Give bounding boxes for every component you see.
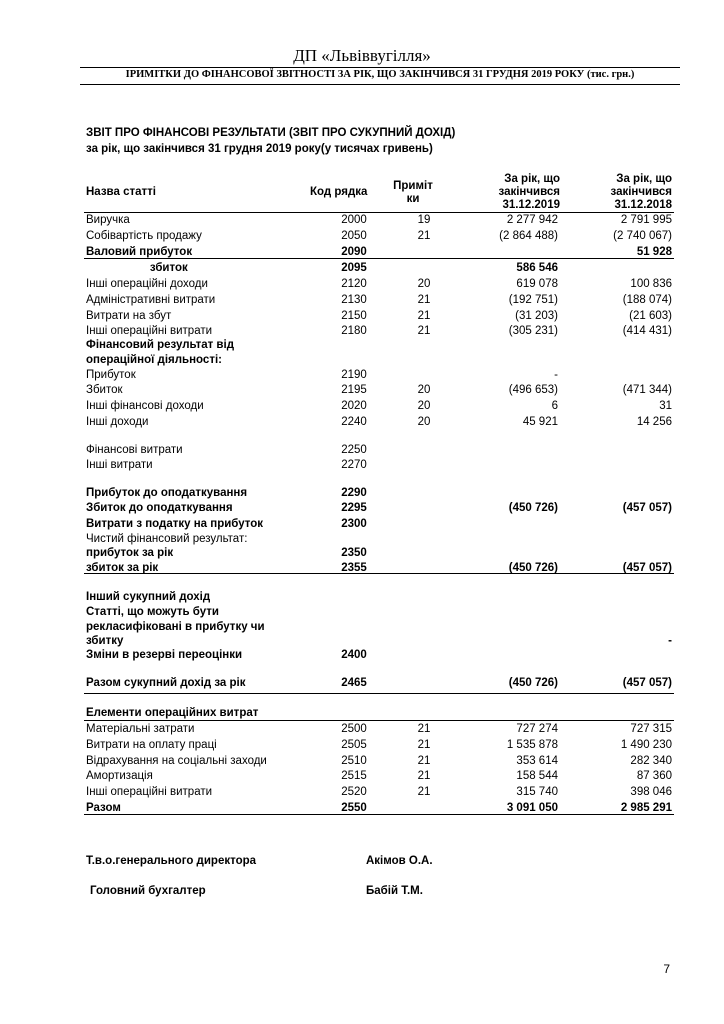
row-note: 21	[417, 723, 431, 735]
table-row	[86, 293, 672, 308]
row-code: 2505	[341, 739, 367, 751]
row-value-2019: 1 535 878	[506, 739, 558, 751]
row-value-2018: 14 256	[636, 416, 672, 428]
table-row	[86, 261, 672, 276]
row-name: прибуток за рік	[86, 547, 174, 559]
row-value-2018: (414 431)	[622, 325, 672, 337]
row-value-2018: 2 985 291	[620, 802, 672, 814]
row-name: Інші операційні витрати	[86, 325, 213, 337]
col-header-2019	[470, 173, 560, 212]
table-row	[86, 399, 672, 414]
col-header-code: Код рядка	[310, 186, 368, 198]
row-note: 21	[417, 739, 431, 751]
row-name: Інші операційні витрати	[86, 786, 213, 798]
row-code: 2020	[341, 400, 367, 412]
table-row	[86, 620, 672, 635]
row-note: 21	[417, 230, 431, 242]
table-row	[86, 324, 672, 339]
director-name: Акімов О.А.	[366, 855, 433, 867]
row-name: Амортизація	[86, 770, 153, 782]
notes-subtitle: ІРИМІТКИ ДО ФІНАНСОВОЇ ЗВІТНОСТІ ЗА РІК, ЩО ЗАКІНЧИВСЯ 31 ГРУДНЯ 2019 РОКУ (тис. грн.)	[125, 69, 635, 80]
table-row	[86, 722, 672, 737]
row-note: 19	[417, 214, 431, 226]
row-value-2019: 619 078	[516, 278, 558, 290]
table-row	[86, 338, 672, 353]
row-value-2019: 315 740	[516, 786, 558, 798]
rule-elements-bottom	[84, 814, 674, 815]
accountant-title: Головний бухгалтер	[90, 885, 206, 897]
row-name: Витрати з податку на прибуток	[86, 518, 264, 530]
row-name: Фінансові витрати	[86, 444, 183, 456]
row-code: 2350	[341, 547, 367, 559]
row-code: 2090	[341, 246, 367, 258]
col-header-2019-line3: 31.12.2019	[502, 199, 560, 211]
row-name: збитку	[86, 635, 124, 647]
row-code: 2520	[341, 786, 367, 798]
row-name: Чистий фінансовий результат:	[86, 533, 248, 545]
row-code: 2290	[341, 487, 367, 499]
row-code: 2465	[341, 677, 367, 689]
row-code: 2515	[341, 770, 367, 782]
row-note: 21	[417, 786, 431, 798]
table-row	[86, 769, 672, 784]
header-rule-bottom	[80, 84, 680, 85]
table-row	[86, 458, 672, 473]
row-note: 20	[417, 278, 431, 290]
company-name: ДП «Львіввугілля»	[293, 46, 431, 65]
row-code: 2150	[341, 310, 367, 322]
row-name: Разом сукупний дохід за рік	[86, 677, 246, 689]
row-code: 2195	[341, 384, 367, 396]
row-name: Інші доходи	[86, 416, 149, 428]
col-header-2018	[582, 173, 672, 212]
rule-gross-top	[84, 258, 674, 259]
row-value-2019: 3 091 050	[506, 802, 558, 814]
row-name: Статті, що можуть бути	[86, 606, 219, 618]
director-title: Т.в.о.генерального директора	[86, 855, 257, 867]
row-name: Інший сукупний дохід	[86, 591, 211, 603]
row-value-2018: -	[668, 635, 672, 647]
row-name: операційної діяльності:	[86, 354, 222, 366]
table-row	[86, 213, 672, 228]
table-row	[86, 605, 672, 620]
row-value-2019: (450 726)	[508, 562, 558, 574]
row-note: 21	[417, 755, 431, 767]
row-value-2018: 2 791 995	[620, 214, 672, 226]
table-row	[86, 738, 672, 753]
header-rule-top	[80, 67, 680, 68]
row-code: 2355	[341, 562, 367, 574]
row-value-2018: 87 360	[636, 770, 672, 782]
row-code: 2000	[341, 214, 367, 226]
accountant-name: Бабій Т.М.	[366, 885, 423, 897]
table-row	[86, 443, 672, 458]
row-note: 21	[417, 325, 431, 337]
row-code: 2510	[341, 755, 367, 767]
table-row	[86, 634, 672, 649]
row-value-2019: 586 546	[516, 262, 558, 274]
row-value-2018: (457 057)	[622, 502, 672, 514]
row-code: 2120	[341, 278, 367, 290]
row-code: 2300	[341, 518, 367, 530]
row-name: Прибуток	[86, 369, 136, 381]
row-value-2019: (2 864 488)	[499, 230, 558, 242]
row-value-2018: 100 836	[630, 278, 672, 290]
row-name: Матеріальні затрати	[86, 723, 195, 735]
row-value-2019: 353 614	[516, 755, 558, 767]
table-row	[86, 229, 672, 244]
row-value-2019: (496 653)	[508, 384, 558, 396]
row-value-2018: 51 928	[636, 246, 672, 258]
row-value-2018: (2 740 067)	[613, 230, 672, 242]
row-value-2018: (21 603)	[629, 310, 672, 322]
row-value-2019: (450 726)	[508, 502, 558, 514]
row-name: Виручка	[86, 214, 130, 226]
row-name: Інші витрати	[86, 459, 153, 471]
row-name: Разом	[86, 802, 121, 814]
page-number: 7	[663, 962, 670, 976]
report-subtitle: за рік, що закінчився 31 грудня 2019 року(у тисячах гривень)	[86, 143, 433, 155]
rule-elements-top	[84, 720, 674, 721]
row-note: 20	[417, 384, 431, 396]
row-value-2018: (457 057)	[622, 562, 672, 574]
row-code: 2550	[341, 802, 367, 814]
row-value-2019: 2 277 942	[506, 214, 558, 226]
row-code: 2180	[341, 325, 367, 337]
row-code: 2190	[341, 369, 367, 381]
row-code: 2240	[341, 416, 367, 428]
col-header-note-line2: ки	[406, 193, 420, 205]
row-value-2018: (188 074)	[622, 294, 672, 306]
table-row	[86, 532, 672, 547]
row-value-2019: (31 203)	[515, 310, 558, 322]
table-row	[86, 353, 672, 368]
row-name: Витрати на збут	[86, 310, 172, 322]
rule-net-bottom	[84, 573, 674, 574]
table-row	[86, 754, 672, 769]
col-header-2018-line3: 31.12.2018	[614, 199, 672, 211]
table-row	[86, 546, 672, 561]
table-row	[86, 383, 672, 398]
table-row	[86, 277, 672, 292]
col-header-2019-line1: За рік, що	[504, 173, 560, 185]
row-value-2019: (305 231)	[508, 325, 558, 337]
row-name: Інші операційні доходи	[86, 278, 208, 290]
row-value-2018: (457 057)	[622, 677, 672, 689]
table-row	[86, 706, 672, 721]
row-name: Собівартість продажу	[86, 230, 202, 242]
table-row	[86, 309, 672, 324]
row-note: 20	[417, 400, 431, 412]
col-header-2018-line1: За рік, що	[616, 173, 672, 185]
col-header-2019-line2: закінчився	[498, 186, 560, 198]
row-note: 21	[417, 310, 431, 322]
row-value-2019: 158 544	[516, 770, 558, 782]
table-row	[86, 785, 672, 800]
row-name: Збиток	[86, 384, 123, 396]
row-note: 21	[417, 294, 431, 306]
row-value-2019: (450 726)	[508, 677, 558, 689]
row-name: Витрати на оплату праці	[86, 739, 217, 751]
row-code: 2295	[341, 502, 367, 514]
table-row	[86, 676, 672, 691]
row-code: 2270	[341, 459, 367, 471]
row-value-2018: 282 340	[630, 755, 672, 767]
row-value-2019: 6	[551, 400, 558, 412]
row-name: Валовий прибуток	[86, 246, 193, 258]
row-name: Відрахування на соціальні заходи	[86, 755, 267, 767]
row-value-2018: 31	[659, 400, 672, 412]
row-value-2018: 398 046	[630, 786, 672, 798]
table-row	[86, 486, 672, 501]
row-value-2019: 727 274	[516, 723, 558, 735]
row-value-2018: 1 490 230	[620, 739, 672, 751]
row-note: 21	[417, 770, 431, 782]
table-row	[86, 648, 672, 663]
row-code: 2500	[341, 723, 367, 735]
rule-total-income-bottom	[84, 693, 674, 694]
col-header-note-line1: Приміт	[393, 180, 433, 192]
row-name: рекласифіковані в прибутку чи	[86, 621, 265, 633]
table-row	[86, 517, 672, 532]
row-value-2019: 45 921	[522, 416, 558, 428]
row-value-2019: (192 751)	[508, 294, 558, 306]
row-name: Адміністративні витрати	[86, 294, 216, 306]
row-name: Фінансовий результат від	[86, 339, 235, 351]
row-name: Зміни в резерві переоцінки	[86, 649, 243, 661]
row-name: збиток	[86, 262, 188, 274]
col-header-2018-line2: закінчився	[610, 186, 672, 198]
row-name: збиток за рік	[86, 562, 159, 574]
row-value-2019: -	[554, 369, 558, 381]
table-row	[86, 590, 672, 605]
row-code: 2095	[341, 262, 367, 274]
table-row	[86, 415, 672, 430]
row-name: Прибуток до оподаткування	[86, 487, 248, 499]
row-code: 2130	[341, 294, 367, 306]
row-name: Елементи операційних витрат	[86, 707, 259, 719]
row-code: 2250	[341, 444, 367, 456]
row-code: 2400	[341, 649, 367, 661]
col-header-note	[388, 180, 438, 206]
row-note: 20	[417, 416, 431, 428]
col-header-name: Назва статті	[86, 186, 156, 198]
row-value-2018: 727 315	[630, 723, 672, 735]
table-row	[86, 368, 672, 383]
row-value-2018: (471 344)	[622, 384, 672, 396]
table-row	[86, 501, 672, 516]
report-title: ЗВІТ ПРО ФІНАНСОВІ РЕЗУЛЬТАТИ (ЗВІТ ПРО СУКУПНИЙ ДОХІД)	[86, 127, 456, 139]
row-code: 2050	[341, 230, 367, 242]
row-name: Збиток до оподаткування	[86, 502, 233, 514]
row-name: Інші фінансові доходи	[86, 400, 204, 412]
